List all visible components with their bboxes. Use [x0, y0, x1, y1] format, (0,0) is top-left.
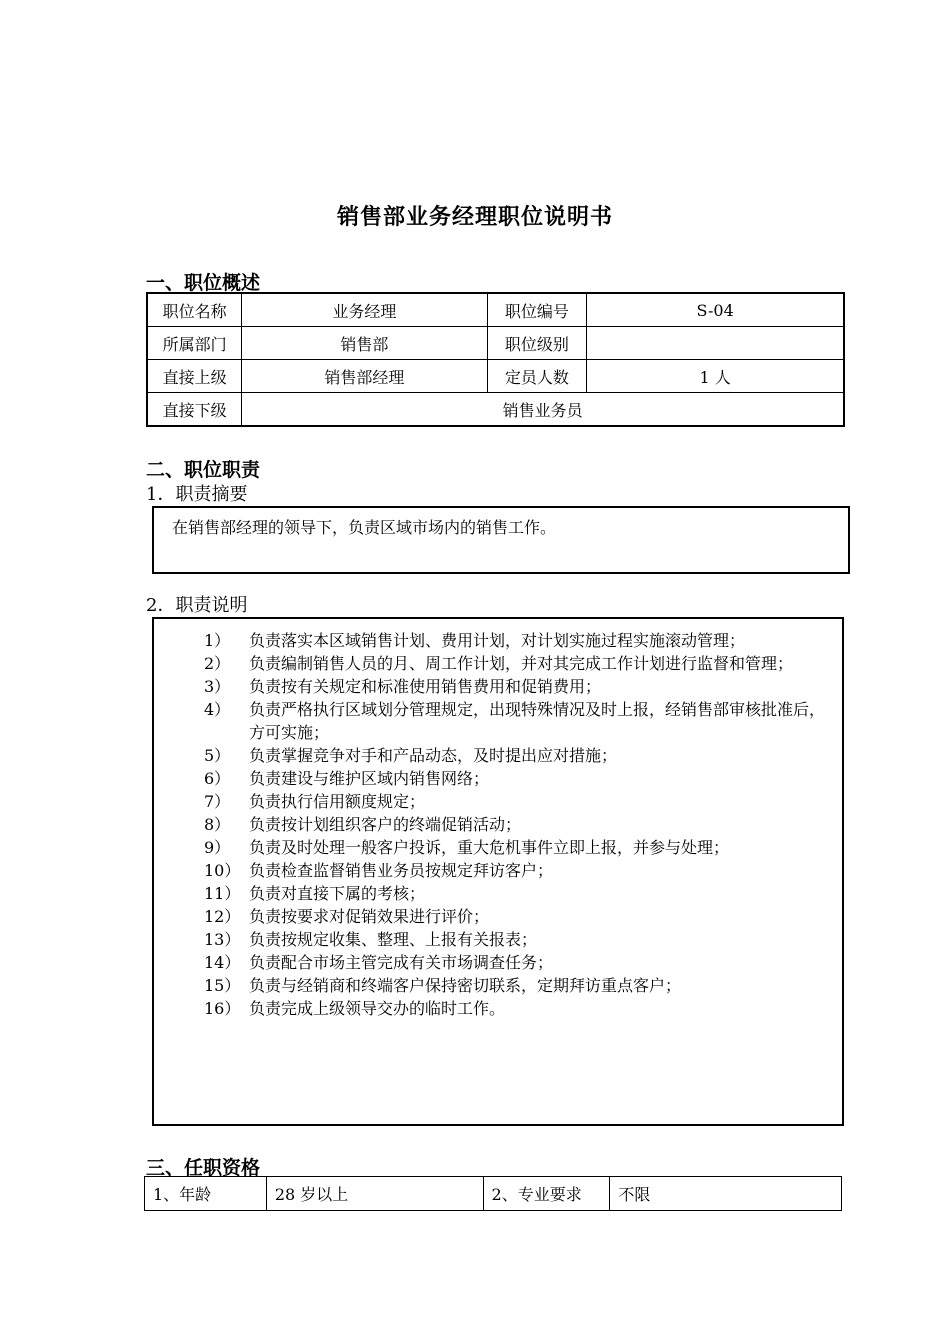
overview-label: 职位编号 [487, 293, 587, 327]
qualification-value: 28 岁以上 [266, 1177, 483, 1211]
summary-text: 在销售部经理的领导下，负责区域市场内的销售工作。 [172, 518, 557, 537]
qualification-label: 1、年龄 [145, 1177, 267, 1211]
list-text: 负责及时处理一般客户投诉，重大危机事件立即上报，并参与处理； [249, 838, 730, 857]
list-number: 12） [204, 907, 241, 926]
subheading-summary: 1．职责摘要 [146, 484, 248, 505]
overview-value: 销售业务员 [242, 393, 844, 427]
list-text: 负责编制销售人员的月、周工作计划，并对其完成工作计划进行监督和管理； [249, 654, 794, 673]
list-text: 负责按规定收集、整理、上报有关报表； [249, 930, 538, 949]
overview-label: 直接下级 [147, 393, 242, 427]
list-item [154, 744, 842, 767]
list-text: 负责掌握竞争对手和产品动态，及时提出应对措施； [249, 746, 618, 765]
list-number: 1） [204, 631, 231, 650]
qualification-value: 不限 [610, 1177, 842, 1211]
list-item [154, 790, 842, 813]
list-item [154, 698, 842, 744]
list-text: 负责配合市场主管完成有关市场调查任务； [249, 953, 554, 972]
list-number: 10） [204, 861, 241, 880]
list-item [154, 675, 842, 698]
list-text: 负责与经销商和终端客户保持密切联系，定期拜访重点客户； [249, 976, 682, 995]
overview-value: 1 人 [587, 360, 844, 393]
subheading-duties: 2．职责说明 [146, 595, 248, 616]
list-item [154, 629, 842, 652]
overview-label: 所属部门 [147, 327, 242, 360]
list-text: 负责按要求对促销效果进行评价； [249, 907, 490, 926]
table-row [147, 360, 844, 393]
qualification-label: 2、专业要求 [483, 1177, 610, 1211]
section-heading-duties: 二、职位职责 [146, 459, 261, 481]
list-number: 3） [204, 677, 231, 696]
section-heading-qualifications: 三、任职资格 [146, 1157, 261, 1179]
overview-label: 职位级别 [487, 327, 587, 360]
list-number: 15） [204, 976, 241, 995]
overview-label: 直接上级 [147, 360, 242, 393]
list-text: 负责按有关规定和标准使用销售费用和促销费用； [249, 677, 602, 696]
overview-value [587, 327, 844, 360]
list-item [154, 974, 842, 997]
table-row [145, 1177, 842, 1211]
table-row [147, 393, 844, 427]
overview-value: 销售部经理 [242, 360, 487, 393]
list-number: 2） [204, 654, 231, 673]
overview-label: 定员人数 [487, 360, 587, 393]
list-item [154, 997, 842, 1020]
list-item [154, 905, 842, 928]
list-number: 8） [204, 815, 231, 834]
overview-value: 销售部 [242, 327, 487, 360]
list-text: 负责完成上级领导交办的临时工作。 [249, 999, 506, 1018]
list-number: 14） [204, 953, 241, 972]
qualifications-table [144, 1176, 842, 1211]
list-item [154, 951, 842, 974]
list-item [154, 882, 842, 905]
list-number: 6） [204, 769, 231, 788]
list-text: 负责检查监督销售业务员按规定拜访客户； [249, 861, 554, 880]
list-text: 负责严格执行区域划分管理规定，出现特殊情况及时上报，经销售部审核批准后，方可实施； [249, 700, 826, 742]
overview-table [146, 292, 845, 427]
duties-box [152, 617, 844, 1126]
list-item [154, 928, 842, 951]
list-item [154, 767, 842, 790]
list-number: 9） [204, 838, 231, 857]
list-item [154, 813, 842, 836]
section-heading-overview: 一、职位概述 [146, 272, 261, 294]
list-number: 13） [204, 930, 241, 949]
list-text: 负责对直接下属的考核； [249, 884, 426, 903]
overview-value: 业务经理 [242, 293, 487, 327]
list-number: 4） [204, 700, 231, 719]
list-text: 负责落实本区域销售计划、费用计划，对计划实施过程实施滚动管理； [249, 631, 746, 650]
list-item [154, 836, 842, 859]
list-text: 负责执行信用额度规定； [249, 792, 426, 811]
table-row [147, 327, 844, 360]
list-item [154, 859, 842, 882]
overview-label: 职位名称 [147, 293, 242, 327]
list-number: 7） [204, 792, 231, 811]
list-text: 负责按计划组织客户的终端促销活动； [249, 815, 522, 834]
list-number: 11） [204, 884, 241, 903]
list-text: 负责建设与维护区域内销售网络； [249, 769, 490, 788]
list-number: 16） [204, 999, 241, 1018]
table-row [147, 293, 844, 327]
list-item [154, 652, 842, 675]
summary-box [152, 506, 850, 574]
overview-value: S-04 [587, 293, 844, 327]
document-title: 销售部业务经理职位说明书 [336, 205, 613, 230]
list-number: 5） [204, 746, 231, 765]
